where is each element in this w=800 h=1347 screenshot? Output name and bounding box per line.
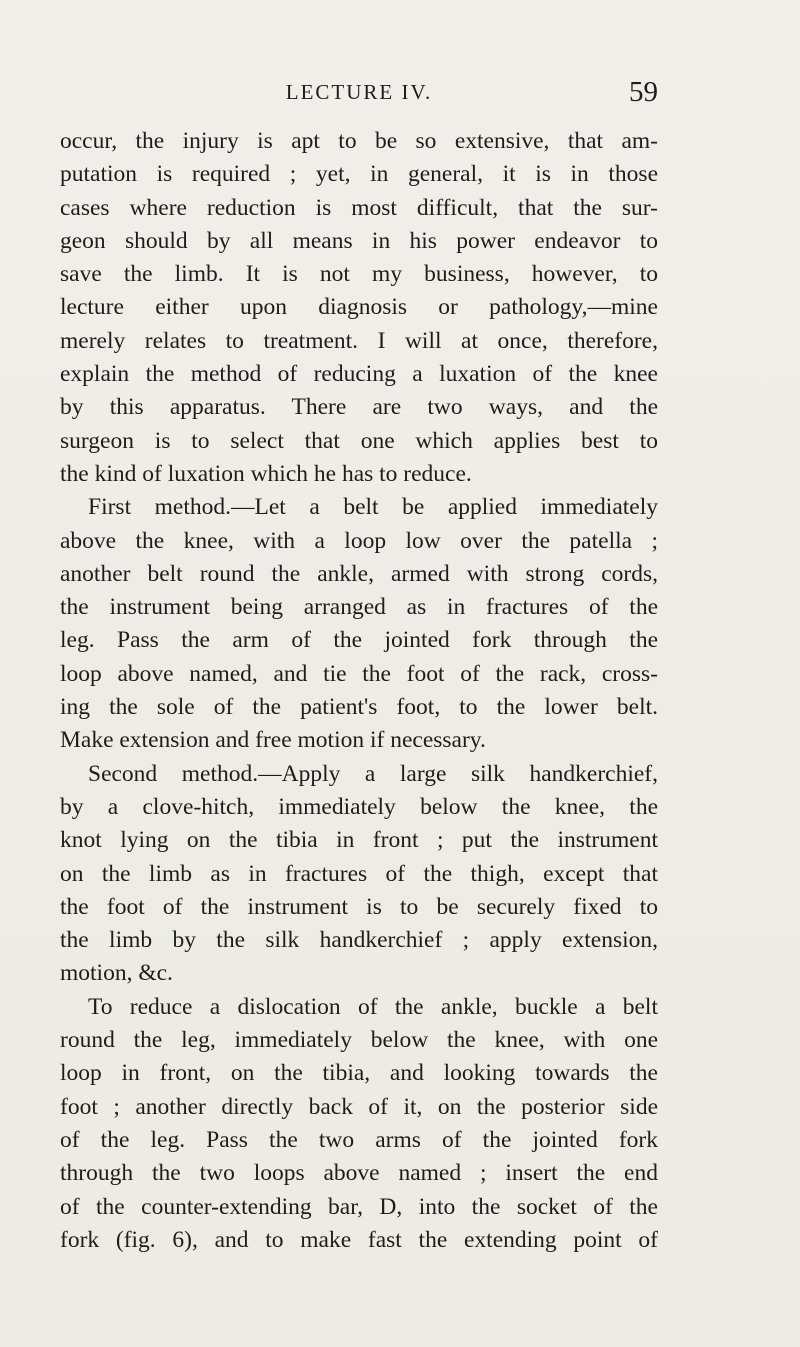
text-line: the instrument being arranged as in fractures of the — [60, 594, 658, 621]
text-line: save the limb. It is not my business, however, to — [60, 261, 658, 288]
text-line: Second method.—Apply a large silk handkerchief, — [88, 760, 658, 787]
text-line: of the leg. Pass the two arms of the jointed fork — [60, 1126, 658, 1153]
text-line: knot lying on the tibia in front ; put the instrument — [60, 827, 658, 854]
running-title: LECTURE IV. — [285, 80, 433, 104]
text-line: cases where reduction is most difficult, that the sur- — [60, 194, 658, 221]
text-line: the kind of luxation which he has to reduce. — [60, 460, 472, 487]
text-line: putation is required ; yet, in general, it is in those — [60, 161, 658, 188]
text-line: of the counter-extending bar, D, into the socket of the — [60, 1193, 658, 1220]
text-line: First method.—Let a belt be applied immediately — [88, 494, 658, 521]
text-line: leg. Pass the arm of the jointed fork through the — [60, 627, 658, 654]
page-number: 59 — [629, 76, 658, 108]
text-line: motion, &c. — [60, 960, 173, 987]
text-line: explain the method of reducing a luxation of the knee — [60, 361, 658, 388]
text-line: surgeon is to select that one which applies best to — [60, 427, 658, 454]
text-line: foot ; another directly back of it, on the posterior side — [60, 1093, 658, 1120]
text-line: Make extension and free motion if necessary. — [60, 727, 486, 754]
text-line: another belt round the ankle, armed with strong cords, — [60, 560, 658, 587]
text-line: round the leg, immediately below the knee, with one — [60, 1027, 658, 1054]
text-line: merely relates to treatment. I will at once, therefore, — [60, 327, 658, 354]
text-line: To reduce a dislocation of the ankle, buckle a belt — [88, 993, 658, 1020]
text-line: loop in front, on the tibia, and looking towards the — [60, 1060, 658, 1087]
text-line: ing the sole of the patient's foot, to the lower belt. — [60, 694, 658, 721]
text-line: the limb by the silk handkerchief ; apply extension, — [60, 927, 658, 954]
text-line: through the two loops above named ; insert the end — [60, 1160, 658, 1187]
text-line: on the limb as in fractures of the thigh, except that — [60, 860, 658, 887]
text-line: geon should by all means in his power endeavor to — [60, 227, 658, 254]
text-line: above the knee, with a loop low over the patella ; — [60, 527, 658, 554]
running-head — [60, 76, 658, 116]
text-line: the foot of the instrument is to be securely fixed to — [60, 893, 658, 920]
text-line: by a clove-hitch, immediately below the knee, the — [60, 793, 658, 820]
body-text — [60, 125, 658, 1257]
text-line: fork (fig. 6), and to make fast the extending point of — [60, 1226, 658, 1253]
text-line: occur, the injury is apt to be so extensive, that am- — [60, 128, 658, 154]
text-line: loop above named, and tie the foot of the rack, cross- — [60, 660, 658, 687]
text-line: by this apparatus. There are two ways, and the — [60, 394, 658, 421]
text-line: lecture either upon diagnosis or pathology,—mine — [60, 294, 658, 321]
